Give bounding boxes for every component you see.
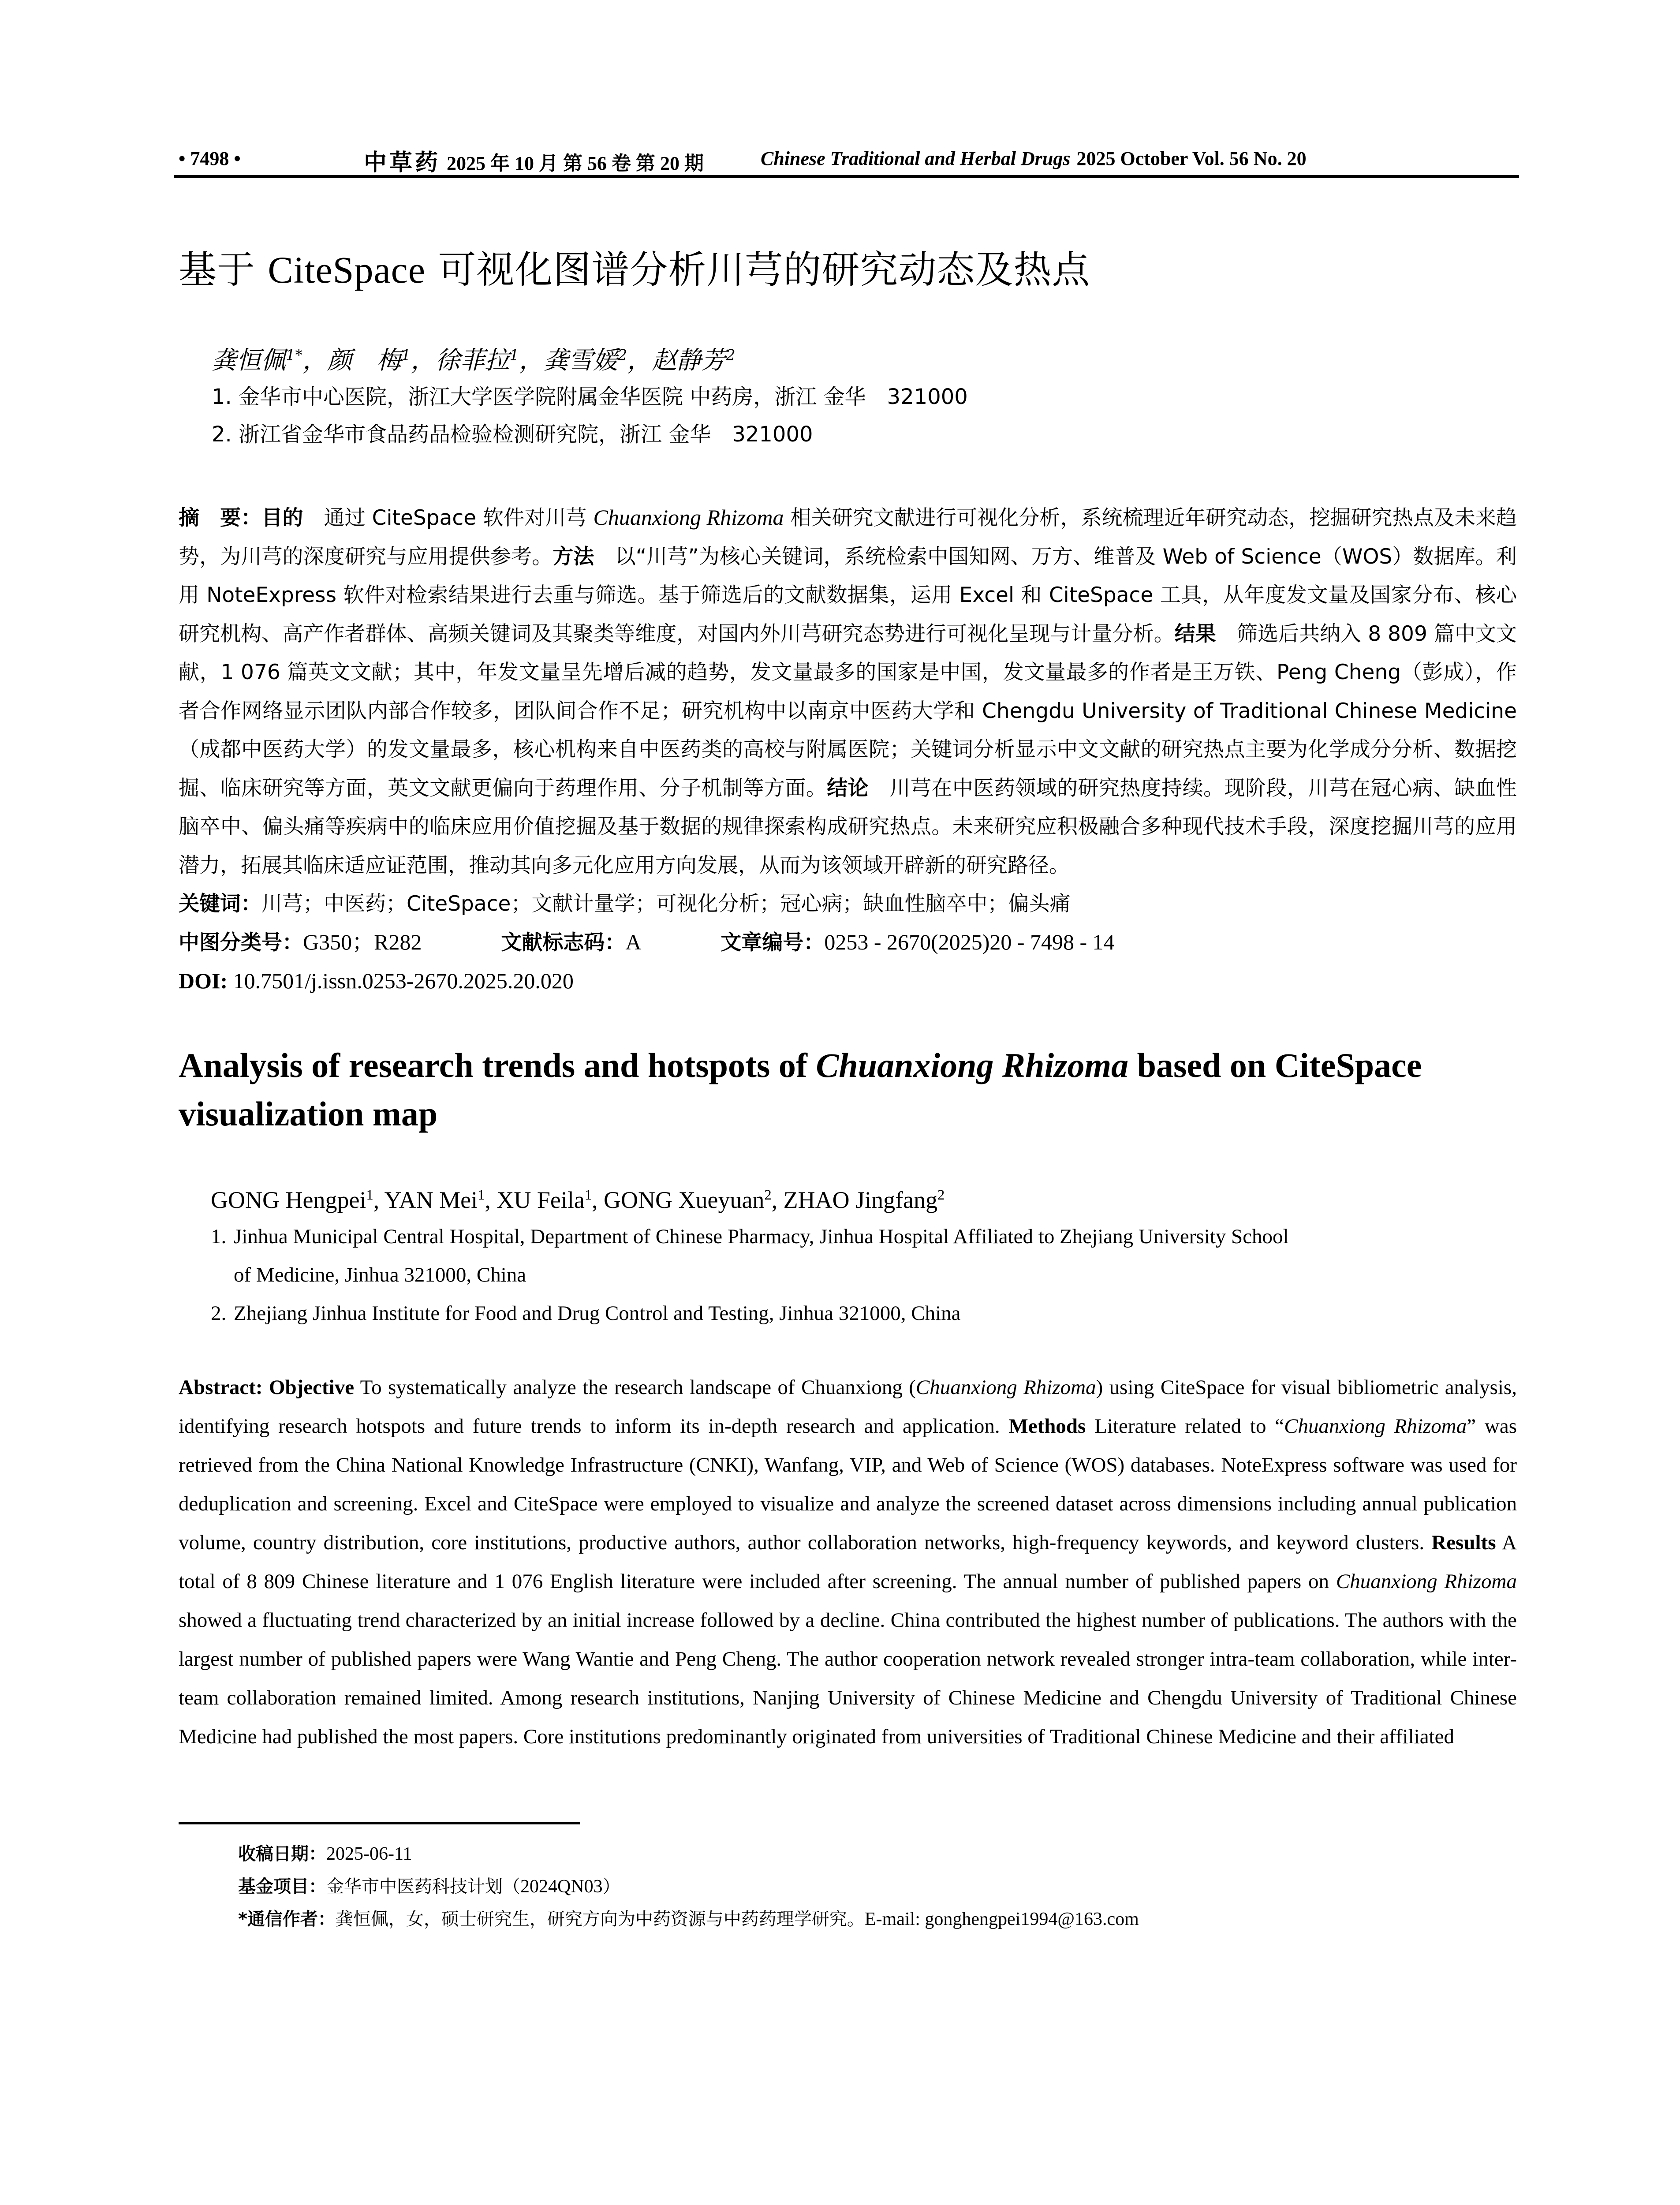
objective-cn-latin: Chuanxiong Rhizoma [593, 505, 784, 530]
keywords-cn-value: 川芎；中医药；CiteSpace；文献计量学；可视化分析；冠心病；缺血性脑卒中；偏头痛 [261, 892, 1071, 916]
doc-code-value: A [625, 930, 642, 954]
author-list-cn [212, 343, 1680, 378]
author-name: 颜 梅 [327, 346, 402, 375]
keywords-cn [179, 885, 1680, 923]
title-cn-software: CiteSpace [268, 249, 426, 291]
author-separator: , [592, 1187, 604, 1213]
keywords-cn-label: 关键词： [179, 892, 261, 916]
author-name: 龚恒佩 [212, 346, 286, 375]
received-label: 收稿日期： [238, 1844, 326, 1864]
bottom-margin [0, 1936, 1680, 2094]
objective-en-latin: Chuanxiong Rhizoma [915, 1376, 1096, 1399]
affiliation-cn-2: 2. 浙江省金华市食品药品检验检测研究院，浙江 金华 321000 [212, 422, 813, 447]
author-affiliation-marker: 1 [509, 346, 519, 364]
abstract-cn [179, 498, 1517, 885]
affiliation-en-2 [211, 1294, 1516, 1333]
clc-value: G350；R282 [303, 930, 422, 954]
objective-en-text-b: ) using CiteSpace for visual bibliometric analysis, identifying research hotspots and future trends to inform its in-depth research and application. [179, 1376, 1517, 1438]
author-name: ZHAO Jingfang [783, 1187, 938, 1213]
footnote-rule [179, 1822, 580, 1824]
doi-label: DOI: [179, 968, 228, 993]
author-name: GONG Hengpei [211, 1187, 366, 1213]
clc-label: 中图分类号： [179, 931, 303, 955]
affiliation-en-1-line2: of Medicine, Jinhua 321000, China [234, 1263, 526, 1286]
received-value: 2025-06-11 [326, 1844, 412, 1864]
fund-code: 2024QN03 [520, 1876, 603, 1897]
author-name: 徐菲拉 [435, 346, 510, 375]
doc-code-label: 文献标志码： [501, 931, 626, 955]
objective-en-label: Objective [269, 1376, 355, 1399]
affiliation-en-1 [211, 1218, 1516, 1294]
footnote-corresponding [238, 1903, 1680, 1936]
classification-line [179, 923, 1680, 962]
author-name: XU Feila [497, 1187, 585, 1213]
author-separator: , [485, 1187, 497, 1213]
author-affiliation-marker: 1 [584, 1187, 592, 1203]
author-affiliation-marker: 1 [401, 346, 411, 364]
issue-info-en [761, 147, 1307, 170]
objective-en-text-a: To systematically analyze the research landscape of Chuanxiong ( [354, 1376, 916, 1399]
article-title-en [179, 1041, 1517, 1138]
affiliation-cn-1: 1. 金华市中心医院，浙江大学医学院附属金华医院 中药房，浙江 金华 321000 [212, 385, 968, 409]
title-cn-suffix: 可视化图谱分析川芎的研究动态及热点 [426, 248, 1090, 292]
author-affiliation-marker: 2 [726, 346, 735, 364]
title-cn-prefix: 基于 [179, 248, 268, 292]
title-en-part-a: Analysis of research trends and hotspots of [179, 1046, 816, 1084]
author-affiliation-marker: 1 [366, 1187, 373, 1203]
results-en-latin: Chuanxiong Rhizoma [1336, 1570, 1517, 1593]
fund-label: 基金项目： [238, 1876, 326, 1897]
affiliation-en-2-number: 2. [211, 1302, 227, 1325]
author-separator: ， [302, 346, 328, 375]
conclusion-cn-label: 结论 [827, 776, 869, 800]
corresponding-label: *通信作者： [238, 1909, 336, 1929]
footnote-fund [238, 1870, 1680, 1903]
author-affiliation-marker: 2 [937, 1187, 945, 1203]
title-en-latin: Chuanxiong Rhizoma [816, 1046, 1129, 1084]
results-en-text-a: A total of 8 809 Chinese literature and 1 076 English literature were included after screening. The annual number of published papers on [179, 1531, 1517, 1593]
doi-line [179, 962, 1517, 1000]
article-title-cn [179, 247, 1517, 293]
results-cn-text: 筛选后共纳入 8 809 篇中文文献，1 076 篇英文文献；其中，年发文量呈先增后减的趋势，发文量最多的国家是中国，发文量最多的作者是王万铁、Peng Cheng（彭成），作者合作网络显示团队内部合作较多，团队间合作不足；研究机构中以南京中医药大学和 Chengdu University of Traditional Chinese Medicine（成都中医药大学）的发文量最多，核心机构来自中医药类的高校与附属医院；关键词分析显示中文文献的研究热点主要为化学成分分析、数据挖掘、临床研究等方面，英文文献更偏向于药理作用、分子机制等方面。 [179, 621, 1517, 800]
author-name: 龚雪媛 [543, 346, 618, 375]
affiliation-en-1-line1: Jinhua Municipal Central Hospital, Department of Chinese Pharmacy, Jinhua Hospital Affiliated to Zhejiang University School [234, 1225, 1289, 1248]
methods-en-text-b: ” was retrieved from the China National Knowledge Infrastructure (CNKI), Wanfang, VIP, and Web of Science (WOS) databases. NoteExpress software was used for deduplication and screening. Excel and CiteSpace were employed to visualize and analyze the screened dataset across dimensions including annual publication volume, country distribution, core institutions, productive authors, author collaboration networks, high-frequency keywords, and keyword clusters. [179, 1415, 1517, 1554]
issue-info-cn: 2025 年 10 月 第 56 卷 第 20 期 [447, 153, 704, 174]
methods-en-text-a: Literature related to “ [1086, 1415, 1284, 1438]
title-en-part-b: based on CiteSpace visualization map [179, 1046, 1422, 1133]
journal-logo-cn: 中草药 [364, 149, 441, 176]
author-affiliation-marker: 1* [286, 346, 303, 364]
objective-cn-text-b: 相关研究文献进行可视化分析，系统梳理近年研究动态，挖掘研究热点及未来趋势，为川芎的深度研究与应用提供参考。 [179, 506, 1517, 569]
methods-cn-label: 方法 [553, 544, 594, 569]
corresponding-value: 龚恒佩，女，硕士研究生，研究方向为中药资源与中药药理学研究。 [335, 1909, 865, 1929]
doi-value[interactable]: 10.7501/j.issn.0253-2670.2025.20.020 [228, 968, 574, 993]
results-en-text-b: showed a fluctuating trend characterized by an initial increase followed by a decline. China contributed the highest number of publications. The authors with the largest number of published papers were Wang Wantie and Peng Cheng. The author cooperation network revealed stronger intra-team collaboration, while inter-team collaboration remained limited. Among research institutions, Nanjing University of Chinese Medicine and Chengdu University of Traditional Chinese Medicine had published the most papers. Core institutions predominantly originated from universities of Traditional Chinese Medicine and their affiliated [179, 1609, 1517, 1748]
author-separator: ， [627, 346, 652, 375]
author-list-en [211, 1182, 1680, 1218]
author-name: 赵静芳 [652, 346, 726, 375]
author-affiliation-marker: 2 [764, 1187, 772, 1203]
page-number: • 7498 • [179, 148, 241, 169]
methods-en-latin: Chuanxiong Rhizoma [1284, 1415, 1467, 1438]
objective-cn-label: 目的 [261, 506, 303, 530]
abstract-en-label: Abstract: [179, 1376, 269, 1399]
author-separator: ， [411, 346, 436, 375]
results-cn-label: 结果 [1174, 621, 1216, 646]
author-name: GONG Xueyuan [604, 1187, 765, 1213]
footnote-received [238, 1838, 1680, 1870]
fund-close: ） [602, 1876, 620, 1897]
article-number-value: 0253 - 2670(2025)20 - 7498 - 14 [824, 930, 1115, 954]
article-number-label: 文章编号： [721, 931, 825, 955]
author-affiliation-marker: 2 [617, 346, 627, 364]
fund-value: 金华市中医药科技计划（ [326, 1876, 520, 1897]
methods-cn-text: 以“川芎”为核心关键词，系统检索中国知网、万方、维普及 Web of Science（WOS）数据库。利用 NoteExpress 软件对检索结果进行去重与筛选。基于筛选后的文献数据集，运用 Excel 和 CiteSpace 工具，从年度发文量及国家分布、核心研究机构、高产作者群体、高频关键词及其聚类等维度，对国内外川芎研究态势进行可视化呈现与计量分析。 [179, 544, 1517, 646]
conclusion-cn-text: 川芎在中医药领域的研究热度持续。现阶段，川芎在冠心病、缺血性脑卒中、偏头痛等疾病中的临床应用价值挖掘及基于数据的规律探索构成研究热点。未来研究应积极融合多种现代技术手段，深度挖掘川芎的应用潜力，拓展其临床适应证范围，推动其向多元化应用方向发展，从而为该领域开辟新的研究路径。 [179, 776, 1517, 878]
objective-cn-text-a: 通过 CiteSpace 软件对川芎 [303, 506, 594, 530]
affiliation-en-1-number: 1. [211, 1225, 227, 1248]
abstract-en [179, 1368, 1517, 1756]
journal-name-en: Chinese Traditional and Herbal Drugs [761, 148, 1071, 169]
author-affiliation-marker: 1 [478, 1187, 485, 1203]
methods-en-label: Methods [1008, 1415, 1086, 1438]
author-name: YAN Mei [384, 1187, 478, 1213]
author-separator: , [771, 1187, 784, 1213]
author-separator: , [373, 1187, 385, 1213]
results-en-label: Results [1431, 1531, 1496, 1554]
affiliation-en-2-text: Zhejiang Jinhua Institute for Food and Drug Control and Testing, Jinhua 321000, China [234, 1302, 961, 1325]
corresponding-email[interactable]: E-mail: gonghengpei1994@163.com [864, 1909, 1139, 1929]
running-header [179, 140, 1517, 176]
abstract-cn-label: 摘 要： [179, 506, 262, 530]
volume-issue-en: 2025 October Vol. 56 No. 20 [1076, 148, 1307, 169]
author-separator: ， [519, 346, 544, 375]
